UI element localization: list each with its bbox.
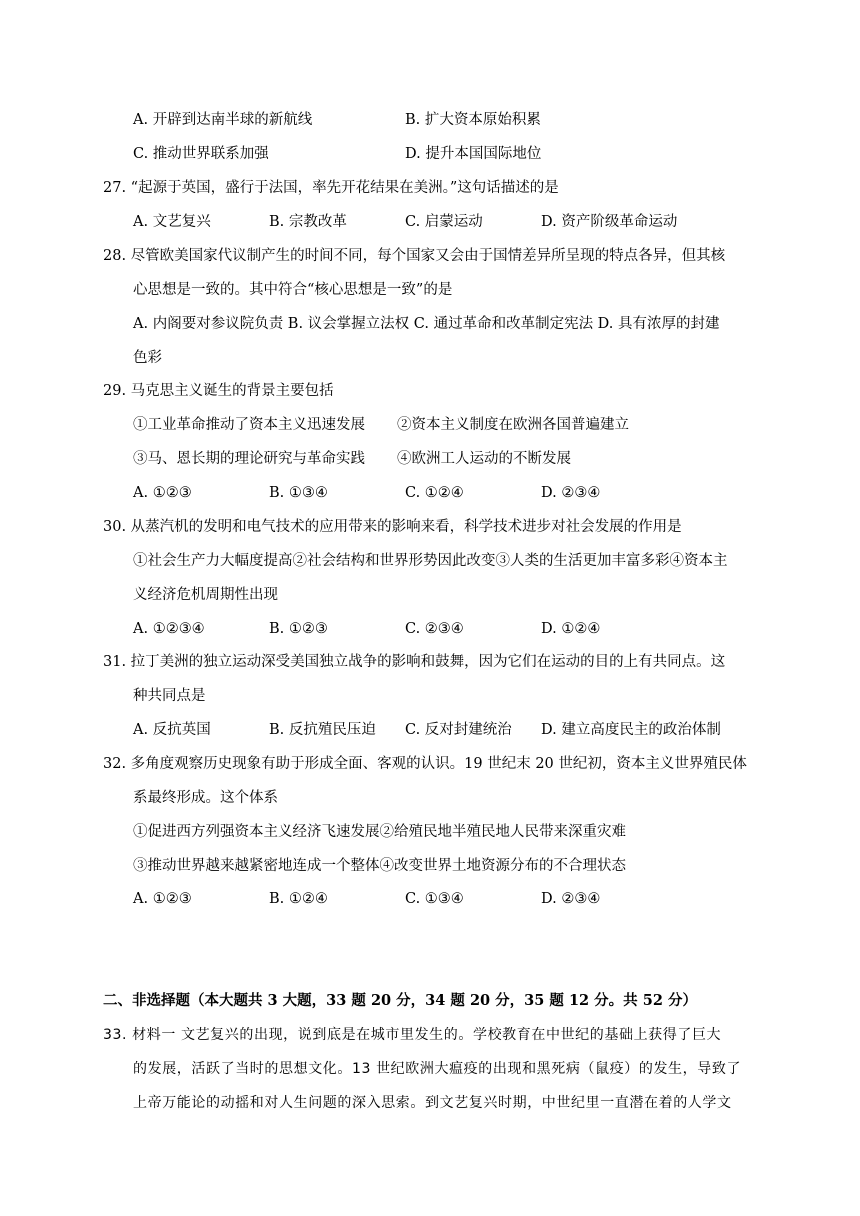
q31-option-c: C. 反对封建统治 <box>405 722 512 738</box>
q29-item-2: ②资本主义制度在欧洲各国普遍建立 <box>397 417 629 433</box>
q29-option-b: B. ①③④ <box>269 485 328 501</box>
q30-items-line2: 义经济危机周期性出现 <box>133 587 278 603</box>
q29-item-1: ①工业革命推动了资本主义迅速发展 <box>133 417 365 433</box>
q33-material-line3: 上帝万能论的动摇和对人生问题的深入思索。到文艺复兴时期，中世纪里一直潜在着的人学文 <box>133 1095 732 1111</box>
q26-option-c: C. 推动世界联系加强 <box>133 146 269 162</box>
q31-option-d: D. 建立高度民主的政治体制 <box>541 722 721 738</box>
q26-option-b: B. 扩大资本原始积累 <box>405 112 541 128</box>
q30-option-d: D. ①②④ <box>541 621 601 637</box>
q33-material-line1: 33. 材料一 文艺复兴的出现，说到底是在城市里发生的。学校教育在中世纪的基础上获得了巨大 <box>103 1027 722 1043</box>
q32-option-d: D. ②③④ <box>541 891 601 907</box>
q32-option-b: B. ①②④ <box>269 891 328 907</box>
section-2-heading: 二、非选择题（本大题共 3 大题，33 题 20 分，34 题 20 分，35 题 12 分。共 52 分） <box>103 992 697 1009</box>
q28-stem-line2: 心思想是一致的。其中符合“核心思想是一致”的是 <box>133 282 453 298</box>
q31-stem-line2: 种共同点是 <box>133 688 206 704</box>
q29-option-c: C. ①②④ <box>405 485 464 501</box>
q32-stem-line2: 系最终形成。这个体系 <box>133 790 278 806</box>
q28-options-line1: A. 内阁要对参议院负责 B. 议会掌握立法权 C. 通过革命和改革制定宪法 D. 具有浓厚的封建 <box>133 316 720 332</box>
q28-options-line2: 色彩 <box>133 350 162 366</box>
q32-option-a: A. ①②③ <box>133 891 192 907</box>
q29-option-a: A. ①②③ <box>133 485 192 501</box>
q27-option-d: D. 资产阶级革命运动 <box>541 214 678 230</box>
q32-items-line2: ③推动世界越来越紧密地连成一个整体④改变世界土地资源分布的不合理状态 <box>133 858 626 874</box>
q30-option-c: C. ②③④ <box>405 621 464 637</box>
q27-option-a: A. 文艺复兴 <box>133 214 211 230</box>
q26-option-a: A. 开辟到达南半球的新航线 <box>133 112 313 128</box>
q30-option-b: B. ①②③ <box>269 621 328 637</box>
q29-option-d: D. ②③④ <box>541 485 601 501</box>
q33-material-line2: 的发展，活跃了当时的思想文化。13 世纪欧洲大瘟疫的出现和黑死病（鼠疫）的发生，导致了 <box>133 1061 742 1077</box>
q31-stem-line1: 31. 拉丁美洲的独立运动深受美国独立战争的影响和鼓舞，因为它们在运动的目的上有共同点。这 <box>103 654 726 670</box>
q30-option-a: A. ①②③④ <box>133 621 205 637</box>
q29-item-3: ③马、恩长期的理论研究与革命实践 <box>133 451 365 467</box>
q32-stem-line1: 32. 多角度观察历史现象有助于形成全面、客观的认识。19 世纪末 20 世纪初，资本主义世界殖民体 <box>103 756 747 772</box>
q27-option-b: B. 宗教改革 <box>269 214 347 230</box>
q29-stem: 29. 马克思主义诞生的背景主要包括 <box>103 383 334 399</box>
q31-option-b: B. 反抗殖民压迫 <box>269 722 376 738</box>
q28-stem-line1: 28. 尽管欧美国家代议制产生的时间不同，每个国家又会由于国情差异所呈现的特点各异，但其核 <box>103 248 726 264</box>
q27-stem: 27. “起源于英国，盛行于法国，率先开花结果在美洲。”这句话描述的是 <box>103 180 559 196</box>
q30-items-line1: ①社会生产力大幅度提高②社会结构和世界形势因此改变③人类的生活更加丰富多彩④资本主 <box>133 553 728 569</box>
q27-option-c: C. 启蒙运动 <box>405 214 483 230</box>
q30-stem: 30. 从蒸汽机的发明和电气技术的应用带来的影响来看，科学技术进步对社会发展的作用是 <box>103 519 682 535</box>
q32-option-c: C. ①③④ <box>405 891 464 907</box>
q29-item-4: ④欧洲工人运动的不断发展 <box>397 451 571 467</box>
q32-items-line1: ①促进西方列强资本主义经济飞速发展②给殖民地半殖民地人民带来深重灾难 <box>133 824 626 840</box>
q26-option-d: D. 提升本国国际地位 <box>405 146 542 162</box>
q31-option-a: A. 反抗英国 <box>133 722 211 738</box>
